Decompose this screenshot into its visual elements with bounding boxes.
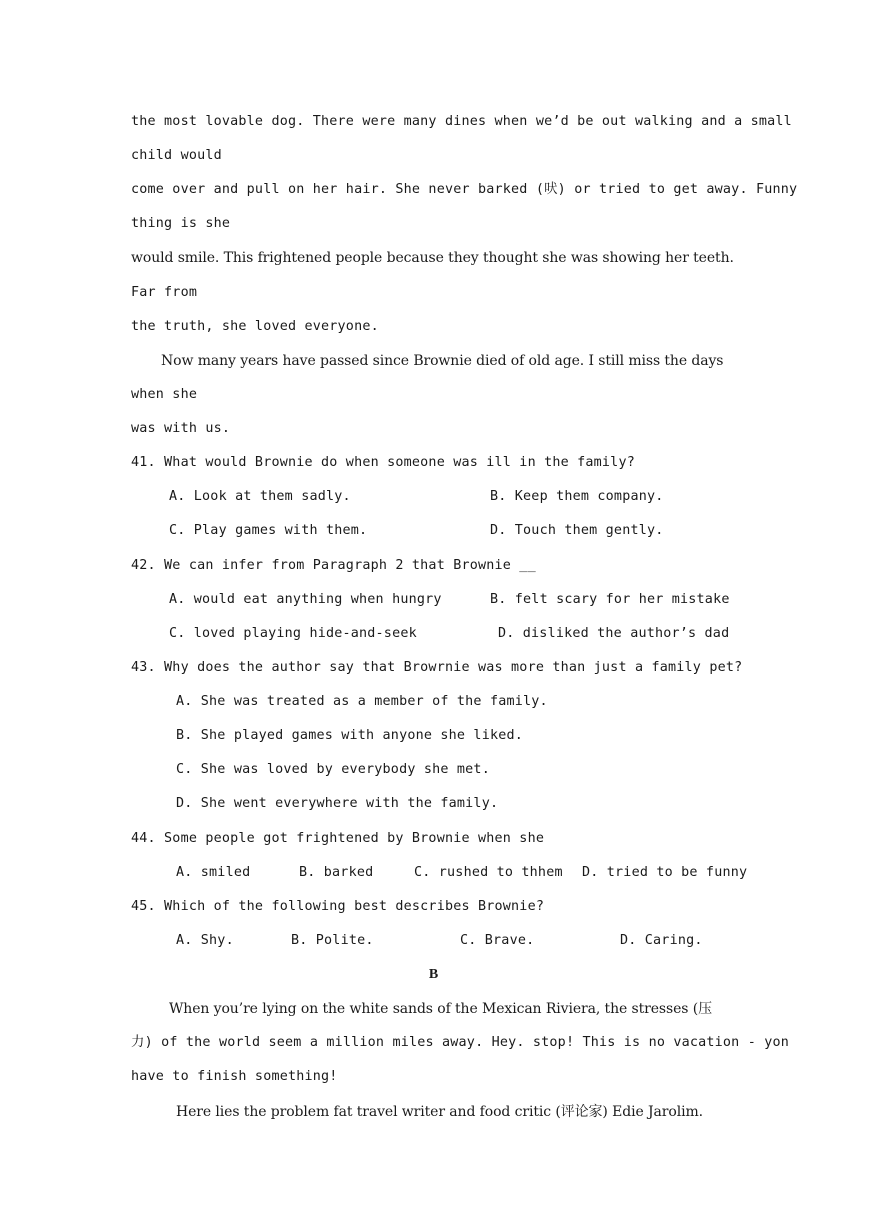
answer-option[interactable]: D. disliked the author’s dad bbox=[498, 626, 730, 641]
answer-option[interactable]: C. rushed to thhem bbox=[414, 865, 563, 880]
passage-line: When you’re lying on the white sands of the Mexican Riviera, the stresses (压 bbox=[169, 1001, 712, 1017]
answer-option[interactable]: A. smiled bbox=[176, 865, 251, 880]
answer-option[interactable]: A. Shy. bbox=[176, 933, 234, 948]
question-stem: 41. What would Brownie do when someone was ill in the family? bbox=[131, 455, 635, 470]
passage-line: Far from bbox=[131, 285, 198, 300]
answer-option[interactable]: B. She played games with anyone she liked. bbox=[176, 728, 523, 743]
passage-line: would smile. This frightened people because they thought she was showing her teeth. bbox=[131, 250, 734, 266]
question-stem: 42. We can infer from Paragraph 2 that Brownie __ bbox=[131, 558, 536, 573]
passage-line: thing is she bbox=[131, 216, 231, 231]
answer-option[interactable]: D. tried to be funny bbox=[582, 865, 748, 880]
passage-line: when she bbox=[131, 387, 198, 402]
answer-option[interactable]: A. Look at them sadly. bbox=[169, 489, 351, 504]
answer-option[interactable]: C. Play games with them. bbox=[169, 523, 368, 538]
answer-option[interactable]: D. She went everywhere with the family. bbox=[176, 796, 499, 811]
section-heading: B bbox=[428, 967, 439, 982]
answer-option[interactable]: D. Touch them gently. bbox=[490, 523, 664, 538]
answer-option[interactable]: B. Keep them company. bbox=[490, 489, 664, 504]
passage-line: the most lovable dog. There were many dines when we’d be out walking and a small bbox=[131, 114, 792, 129]
answer-option[interactable]: C. She was loved by everybody she met. bbox=[176, 762, 490, 777]
answer-option[interactable]: A. She was treated as a member of the family. bbox=[176, 694, 548, 709]
answer-option[interactable]: C. loved playing hide-and-seek bbox=[169, 626, 417, 641]
passage-line: Now many years have passed since Brownie died of old age. I still miss the days bbox=[161, 353, 724, 369]
passage-line: was with us. bbox=[131, 421, 231, 436]
answer-option[interactable]: D. Caring. bbox=[620, 933, 703, 948]
answer-option[interactable]: B. barked bbox=[299, 865, 374, 880]
passage-line: come over and pull on her hair. She never barked (吠) or tried to get away. Funny bbox=[131, 182, 798, 197]
question-stem: 43. Why does the author say that Browrnie was more than just a family pet? bbox=[131, 660, 743, 675]
answer-option[interactable]: A. would eat anything when hungry bbox=[169, 592, 442, 607]
question-stem: 45. Which of the following best describes Brownie? bbox=[131, 899, 545, 914]
passage-line: have to finish something! bbox=[131, 1069, 338, 1084]
passage-line: Here lies the problem fat travel writer and food critic (评论家) Edie Jarolim. bbox=[176, 1104, 703, 1120]
answer-option[interactable]: B. Polite. bbox=[291, 933, 374, 948]
passage-line: child would bbox=[131, 148, 222, 163]
answer-option[interactable]: C. Brave. bbox=[460, 933, 535, 948]
answer-option[interactable]: B. felt scary for her mistake bbox=[490, 592, 730, 607]
passage-line: the truth, she loved everyone. bbox=[131, 319, 379, 334]
passage-line: 力) of the world seem a million miles away. Hey. stop! This is no vacation - yon bbox=[131, 1035, 790, 1050]
question-stem: 44. Some people got frightened by Brownie when she bbox=[131, 831, 545, 846]
